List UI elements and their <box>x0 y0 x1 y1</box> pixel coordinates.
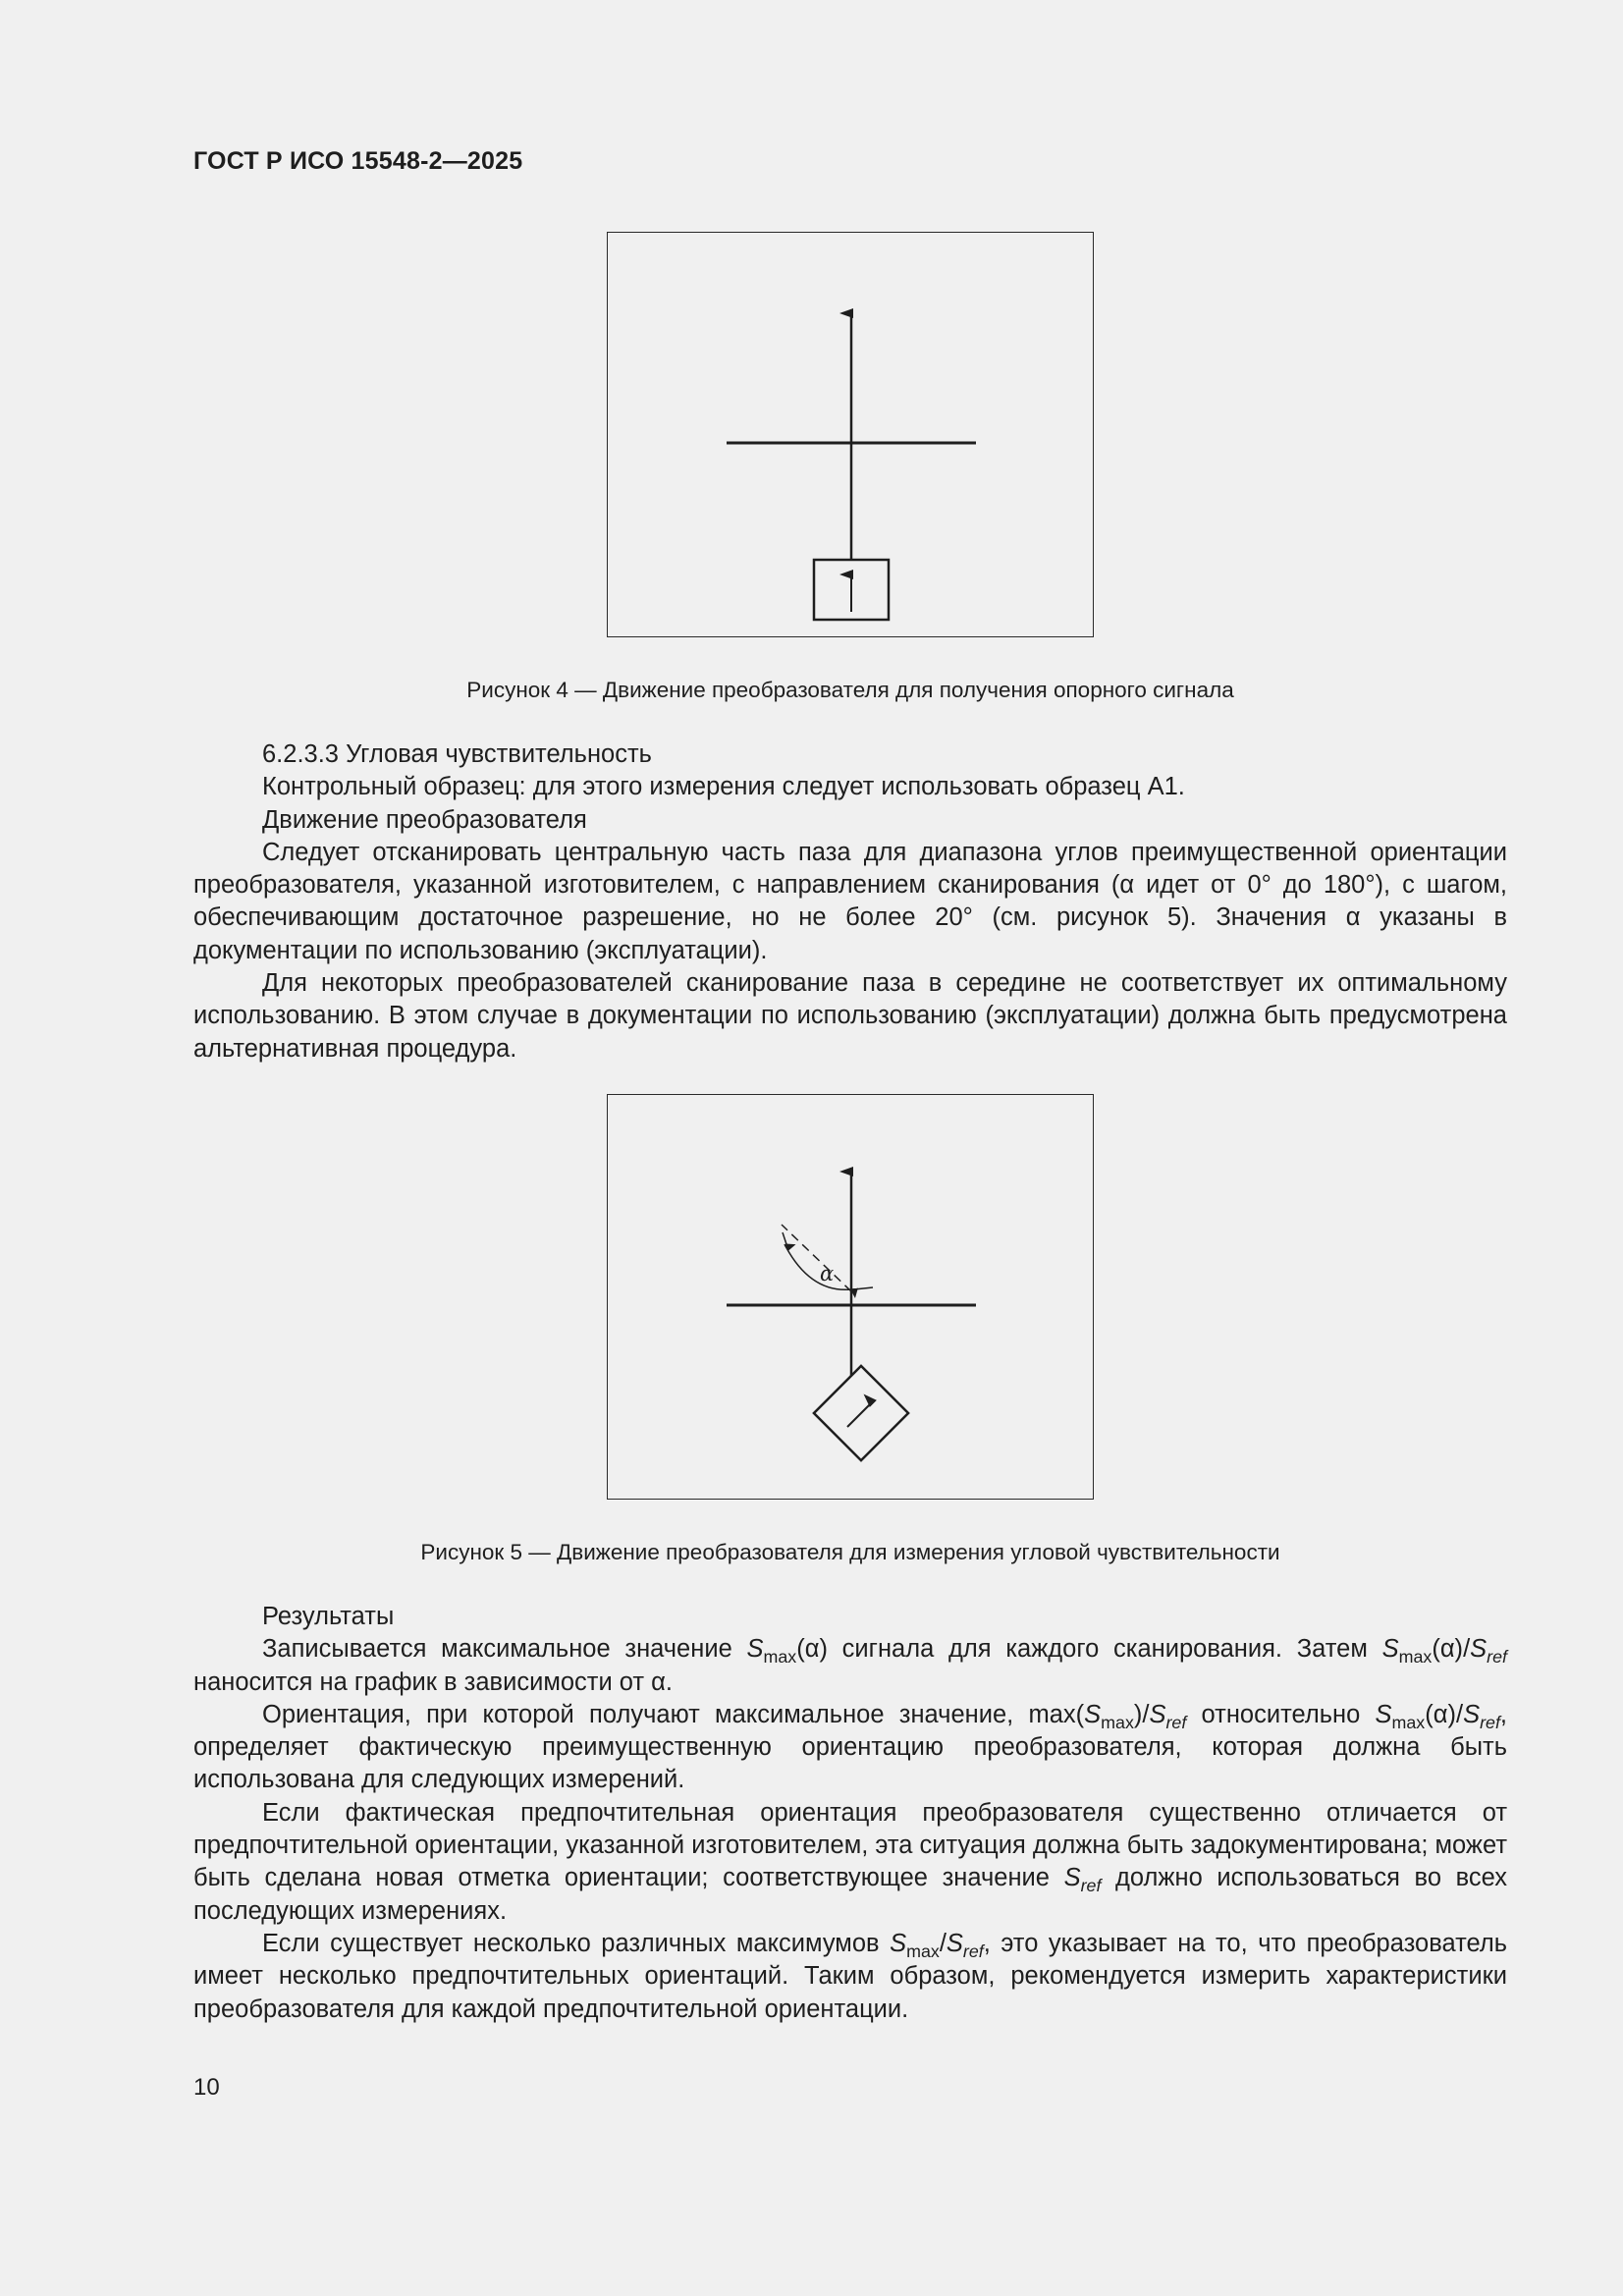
angle-arc <box>784 1244 851 1289</box>
section-title: 6.2.3.3 Угловая чувствительность <box>262 740 652 768</box>
alpha-label: α <box>820 1262 835 1285</box>
paragraph: Записывается максимальное значение $S_{max}(\alpha)$ сигнала для каждого сканирования. Затем $S_{max}(\alpha)/S_{ref}$ наносится на график в зависимости от α. <box>193 1635 1507 1696</box>
paragraph: Следует отсканировать центральную часть паза для диапазона углов преимущественной ориентации преобразователя, указанной изготовителем, с направлением сканирования (α идет от 0° до 180°), с шагом, обеспечивающим достаточное разрешение, но не более 20° (см. рисунок 5). Значения α указаны в документации по использованию (эксплуатации). <box>193 838 1507 964</box>
results-body <box>193 1601 1507 2026</box>
figure-4 <box>607 232 1094 637</box>
page-number: 10 <box>193 2074 220 2101</box>
results-heading: Результаты <box>262 1603 395 1630</box>
paragraph: Если существует несколько различных максимумов $S_{max}/S_{ref}$, это указывает на то, что преобразователь имеет несколько предпочтительных ориентаций. Таким образом, рекомендуется измерить характеристики преобразователя для каждой предпочтительной ориентации. <box>193 1929 1507 2023</box>
figure-5 <box>607 1094 1094 1500</box>
paragraph: Ориентация, при которой получают максимальное значение, $\max(S_{max})/S_{ref}$ относительно $S_{max}(\alpha)/S_{ref}$, определяет фактическую преимущественную ориентацию преобразователя, которая должна быть использована для следующих измерений. <box>193 1700 1507 1794</box>
document-header: ГОСТ Р ИСО 15548-2—2025 <box>193 147 523 175</box>
movement-heading: Движение преобразователя <box>262 805 587 834</box>
figure-5-diagram <box>608 1095 1095 1501</box>
figure-5-caption: Рисунок 5 — Движение преобразователя для измерения угловой чувствительности <box>420 1540 1280 1564</box>
section-body <box>193 738 1507 1066</box>
figure-4-diagram <box>608 233 1095 638</box>
sample-line: Контрольный образец: для этого измерения следует использовать образец A1. <box>262 773 1185 801</box>
paragraph: Если фактическая предпочтительная ориентация преобразователя существенно отличается от предпочтительной ориентации, указанной изготовителем, эта ситуация должна быть задокументирована; может быть сделана новая отметка ориентации; соответствующее значение $S_{ref}$ должно использоваться во всех последующих измерениях. <box>193 1798 1507 1925</box>
paragraph: Для некоторых преобразователей сканирование паза в середине не соответствует их оптимальному использованию. В этом случае в документации по использованию (эксплуатации) должна быть предусмотрена альтернативная процедура. <box>193 969 1507 1063</box>
figure-4-caption: Рисунок 4 — Движение преобразователя для получения опорного сигнала <box>466 678 1234 702</box>
angle-arrow-right <box>854 1287 873 1289</box>
